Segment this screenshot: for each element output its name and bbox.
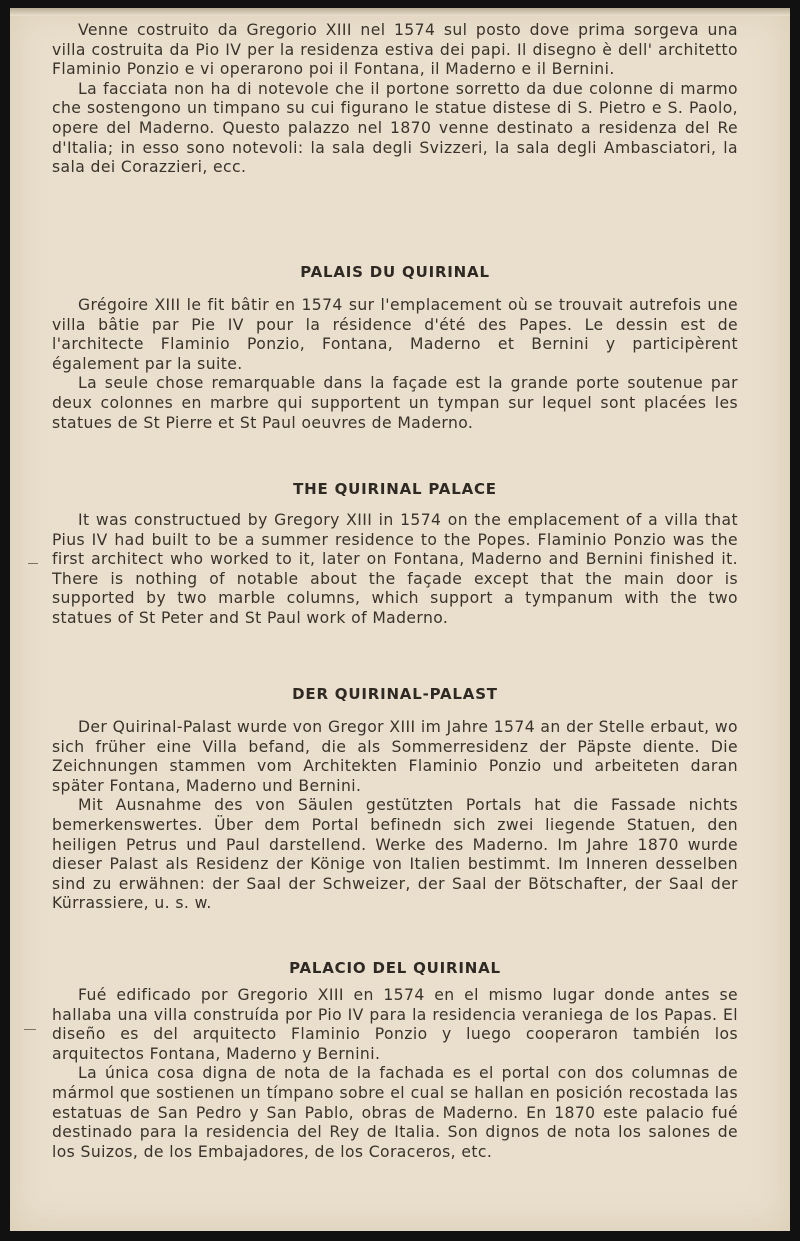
spanish-paragraph-1: Fué edificado por Gregorio XIII en 1574 en el mismo lugar donde antes se hallaba una villa construída por Pio IV para la residencia veraniega de los Papas. El diseño es del arquitecto Flaminio Ponzio y luego cooperaron también los arquitectos Fontana, Maderno y Bernini. (52, 986, 738, 1063)
french-paragraph-2: La seule chose remarquable dans la façade est la grande porte soutenue par deux colonnes en marbre qui supportent un tympan sur lequel sont placées les statues de St Pierre et St Paul oeuvres de Maderno. (52, 374, 738, 432)
english-section-title: THE QUIRINAL PALACE (293, 480, 497, 498)
margin-mark (28, 563, 38, 564)
german-section-title: DER QUIRINAL-PALAST (292, 685, 498, 703)
section-english (52, 511, 738, 629)
torn-top-edge (10, 8, 790, 16)
section-german (52, 718, 738, 914)
spanish-paragraph-2: La única cosa digna de nota de la fachada es el portal con dos columnas de mármol que sostienen un tímpano sobre el cual se hallan en posición recostada las estatuas de San Pedro y San Pablo, obras de Maderno. En 1870 este palacio fué destinado para la residencia del Rey de Italia. Son dignos de nota los salones de los Suizos, de los Embajadores, de los Coraceros, etc. (52, 1064, 738, 1161)
french-paragraph-1: Grégoire XIII le fit bâtir en 1574 sur l'emplacement où se trouvait autrefois une villa bâtie par Pie IV pour la résidence d'été des Papes. Le dessin est de l'architecte Flaminio Ponzio, Fontana, Maderno et Bernini y participèrent également par la suite. (52, 296, 738, 373)
spanish-section-title: PALACIO DEL QUIRINAL (289, 959, 501, 977)
german-paragraph-1: Der Quirinal-Palast wurde von Gregor XIII im Jahre 1574 an der Stelle erbaut, wo sich früher eine Villa befand, die als Sommerresidenz der Päpste diente. Die Zeichnungen stammen vom Architekten Flaminio Ponzio und arbeiteten daran später Fontana, Maderno und Bernini. (52, 718, 738, 795)
english-paragraph-1: It was constructued by Gregory XIII in 1574 on the emplacement of a villa that Pius IV had built to be a summer residence to the Popes. Flaminio Ponzio was the first architect who worked to it, later on Fontana, Maderno and Bernini finished it. There is nothing of notable about the façade except that the main door is supported by two marble columns, which support a tympanum with the two statues of St Peter and St Paul work of Maderno. (52, 511, 738, 627)
french-section-title: PALAIS DU QUIRINAL (300, 263, 490, 281)
margin-mark (24, 1029, 36, 1030)
german-paragraph-2: Mit Ausnahme des von Säulen gestützten Portals hat die Fassade nichts bemerkenswertes. Über dem Portal befinedn sich zwei liegende Statuen, den heiligen Petrus und Paul darstellend. Werke des Maderno. Im Jahre 1870 wurde dieser Palast als Residenz der Könige von Italien bestimmt. Im Inneren desselben sind zu erwähnen: der Saal der Schweizer, der Saal der Bötschafter, der Saal der Kürrassiere, u. s. w. (52, 796, 738, 913)
section-italian (52, 21, 738, 178)
section-spanish (52, 986, 738, 1162)
italian-paragraph-2: La facciata non ha di notevole che il portone sorretto da due colonne di marmo che sostengono un timpano su cui figurano le statue distese di S. Pietro e S. Paolo, opere del Maderno. Questo palazzo nel 1870 venne destinato a residenza del Re d'Italia; in esso sono notevoli: la sala degli Svizzeri, la sala degli Ambasciatori, la sala dei Corazzieri, ecc. (52, 79, 738, 177)
section-french (52, 296, 738, 433)
italian-paragraph-1: Venne costruito da Gregorio XIII nel 1574 sul posto dove prima sorgeva una villa costruita da Pio IV per la residenza estiva dei papi. Il disegno è dell' architetto Flaminio Ponzio e vi operarono poi il Fontana, il Maderno e il Bernini. (52, 21, 738, 79)
